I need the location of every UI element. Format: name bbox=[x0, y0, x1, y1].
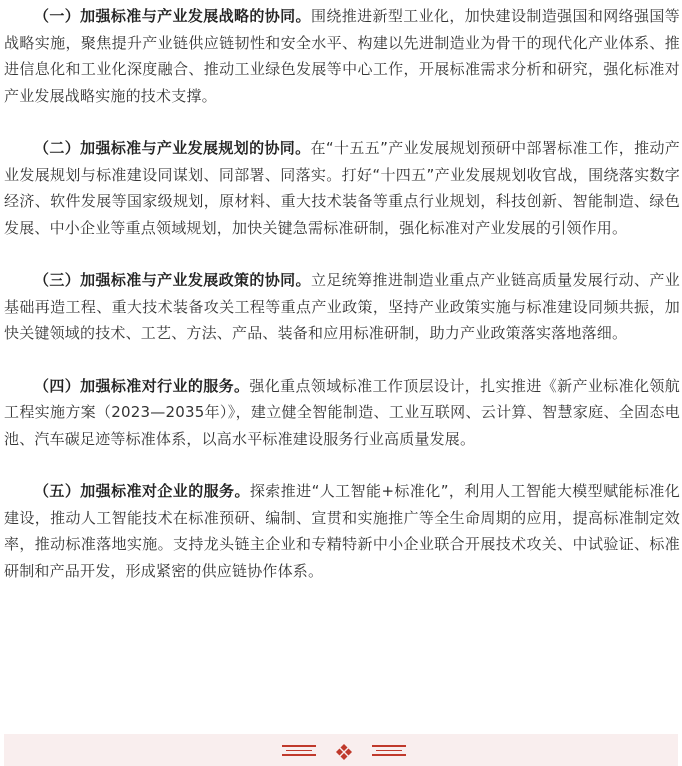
paragraph-1 bbox=[4, 3, 680, 109]
paragraph-2-text: 在“十五五”产业发展规划预研中部署标准工作，推动产业发展规划与标准建设同谋划、同部署、同落实。打好“十四五”产业发展规划收官战，围绕落实数字经济、软件发展等国家级规划，原材料、重大技术装备等重点行业规划，科技创新、智能制造、绿色发展、中小企业等重点领域规划，加快关键急需标准研制，强化标准对产业发展的引领作用。 bbox=[4, 139, 681, 237]
paragraph-1-heading: （一）加强标准与产业发展战略的协同。 bbox=[34, 7, 311, 25]
paragraph-4-heading: （四）加强标准对行业的服务。 bbox=[34, 376, 250, 395]
paragraph-2 bbox=[4, 135, 680, 241]
paragraph-4-text: 强化重点领域标准工作顶层设计，扎实推进《新产业标准化领航工程实施方案（2023—2035年）》，建立健全智能制造、工业互联网、云计算、智慧家庭、全固态电池、汽车碳足迹等标准体系，以高水平标准建设服务行业高质量发展。 bbox=[4, 376, 680, 448]
paragraph-4 bbox=[4, 373, 680, 453]
divider-lines-right bbox=[372, 745, 406, 757]
paragraph-1-text: 围绕推进新型工业化，加快建设制造强国和网络强国等战略实施，聚焦提升产业链供应链韧性和安全水平、构建以先进制造业为骨干的现代化产业体系、推进信息化和工业化深度融合、推动工业绿色发展等中心工作，开展标准需求分析和研究，强化标准对产业发展战略实施的技术支撑。 bbox=[4, 7, 680, 105]
section-divider bbox=[4, 734, 678, 766]
divider-lines-left bbox=[282, 745, 316, 757]
paragraph-5 bbox=[4, 478, 680, 584]
paragraph-5-heading: （五）加强标准对企业的服务。 bbox=[34, 482, 250, 500]
paragraph-2-heading: （二）加强标准与产业发展规划的协同。 bbox=[34, 139, 311, 157]
paragraph-3-text: 立足统筹推进制造业重点产业链高质量发展行动、产业基础再造工程、重大技术装备攻关工程等重点产业政策，坚持产业政策实施与标准建设同频共振，加快关键领域的技术、工艺、方法、产品、装备和应用标准研制，助力产业政策落实落地落细。 bbox=[4, 271, 680, 342]
paragraph-5-text: 探索推进“人工智能+标准化”，利用人工智能大模型赋能标准化建设，推动人工智能技术在标准预研、编制、宣贯和实施推广等全生命周期的应用，提高标准制定效率，推动标准落地实施。支持龙头链主企业和专精特新中小企业联合开展技术攻关、中试验证、标准研制和产品开发，形成紧密的供应链协作体系。 bbox=[4, 482, 680, 580]
paragraph-3 bbox=[4, 267, 680, 347]
diamond-ornament-icon bbox=[335, 743, 353, 761]
paragraph-3-heading: （三）加强标准与产业发展政策的协同。 bbox=[34, 271, 311, 289]
article-body bbox=[4, 0, 680, 584]
